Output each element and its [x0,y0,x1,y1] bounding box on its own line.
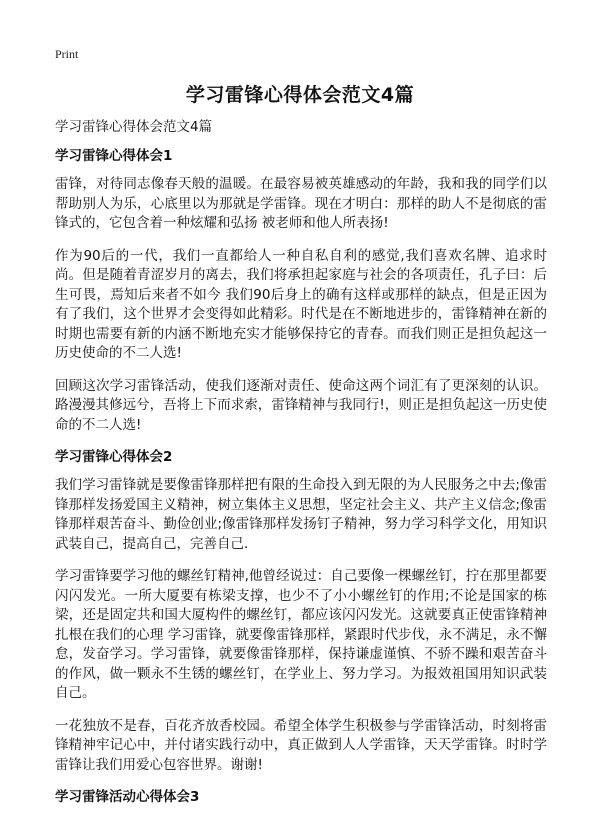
section-2 [55,448,547,775]
paragraph: 一花独放不是春，百花齐放香校园。希望全体学生积极参与学雷锋活动，时刻将雷锋精神牢记心中，并付诸实践行动中，真正做到人人学雷锋，天天学雷锋。时时学雷锋让我们用爱心包容世界。谢谢! [55,717,547,773]
paragraph: 雷锋，对待同志像春天般的温暖。在最容易被英雄感动的年龄，我和我的同学们以帮助别人为乐，心底里以为那就是学雷锋。现在才明白：那样的助人不是彻底的雷锋式的，它包含着一种炫耀和弘扬 被老师和他人所表扬! [55,176,547,231]
paragraph: 回顾这次学习雷锋活动，使我们逐渐对责任、使命这两个词汇有了更深刻的认识。路漫漫其修远兮，吾将上下而求索，雷锋精神与我同行!，则正是担负起这一历史使命的不二人选! [55,377,547,433]
document-body [55,118,547,816]
paragraph: 学习雷锋要学习他的螺丝钉精神,他曾经说过：自己要像一棵螺丝钉，拧在那里都要闪闪发光。一所大厦要有栋梁支撑，也少不了小小螺丝钉的作用;不论是国家的栋梁，还是固定共和国大厦构件的螺丝钉，都应该闪闪发光。这就要真正使雷锋精神扎根在我们的心理 学习雷锋，就要像雷锋那样，紧跟时代步伐，永不满足，永不懈怠，发奋学习。学习雷锋，就要像雷锋那样，保持谦虚谨慎、不骄不躁和艰苦奋斗的作风，做一颗永不生锈的螺丝钉，在学业上、努力学习。为报效祖国用知识武装自己。 [55,568,547,701]
section-heading: 学习雷锋心得体会2 [55,449,173,465]
section-1 [55,147,547,435]
print-link[interactable]: Print [55,47,79,61]
paragraph: 作为90后的一代，我们一直都给人一种自私自利的感觉,我们喜欢名牌、追求时尚。但是随着青涩岁月的离去，我们将承担起家庭与社会的各项责任，孔子曰：后生可畏，焉知后来者不如今 我们90后身上的确有这样或那样的缺点，但是正因为有了我们，这个世界才会变得如此精彩。时代是在不断地进步的，雷锋精神在新的时期也需要有新的内涵不断地充实才能够保持它的青春。而我们则正是担负起这一历史使命的不二人选! [55,247,547,361]
section-3 [55,788,547,807]
paragraph: 我们学习雷锋就是要像雷锋那样把有限的生命投入到无限的为人民服务之中去;像雷锋那样发扬爱国主义精神，树立集体主义思想，坚定社会主义、共产主义信念;像雷锋那样艰苦奋斗、勤俭创业;像雷锋那样发扬钉子精神，努力学习科学文化，用知识武装自己，提高自己，完善自己. [55,477,547,552]
section-heading: 学习雷锋活动心得体会3 [55,789,200,805]
section-heading: 学习雷锋心得体会1 [55,148,173,164]
page-title: 学习雷锋心得体会范文4篇 [185,84,415,106]
document-subtitle: 学习雷锋心得体会范文4篇 [55,119,213,135]
